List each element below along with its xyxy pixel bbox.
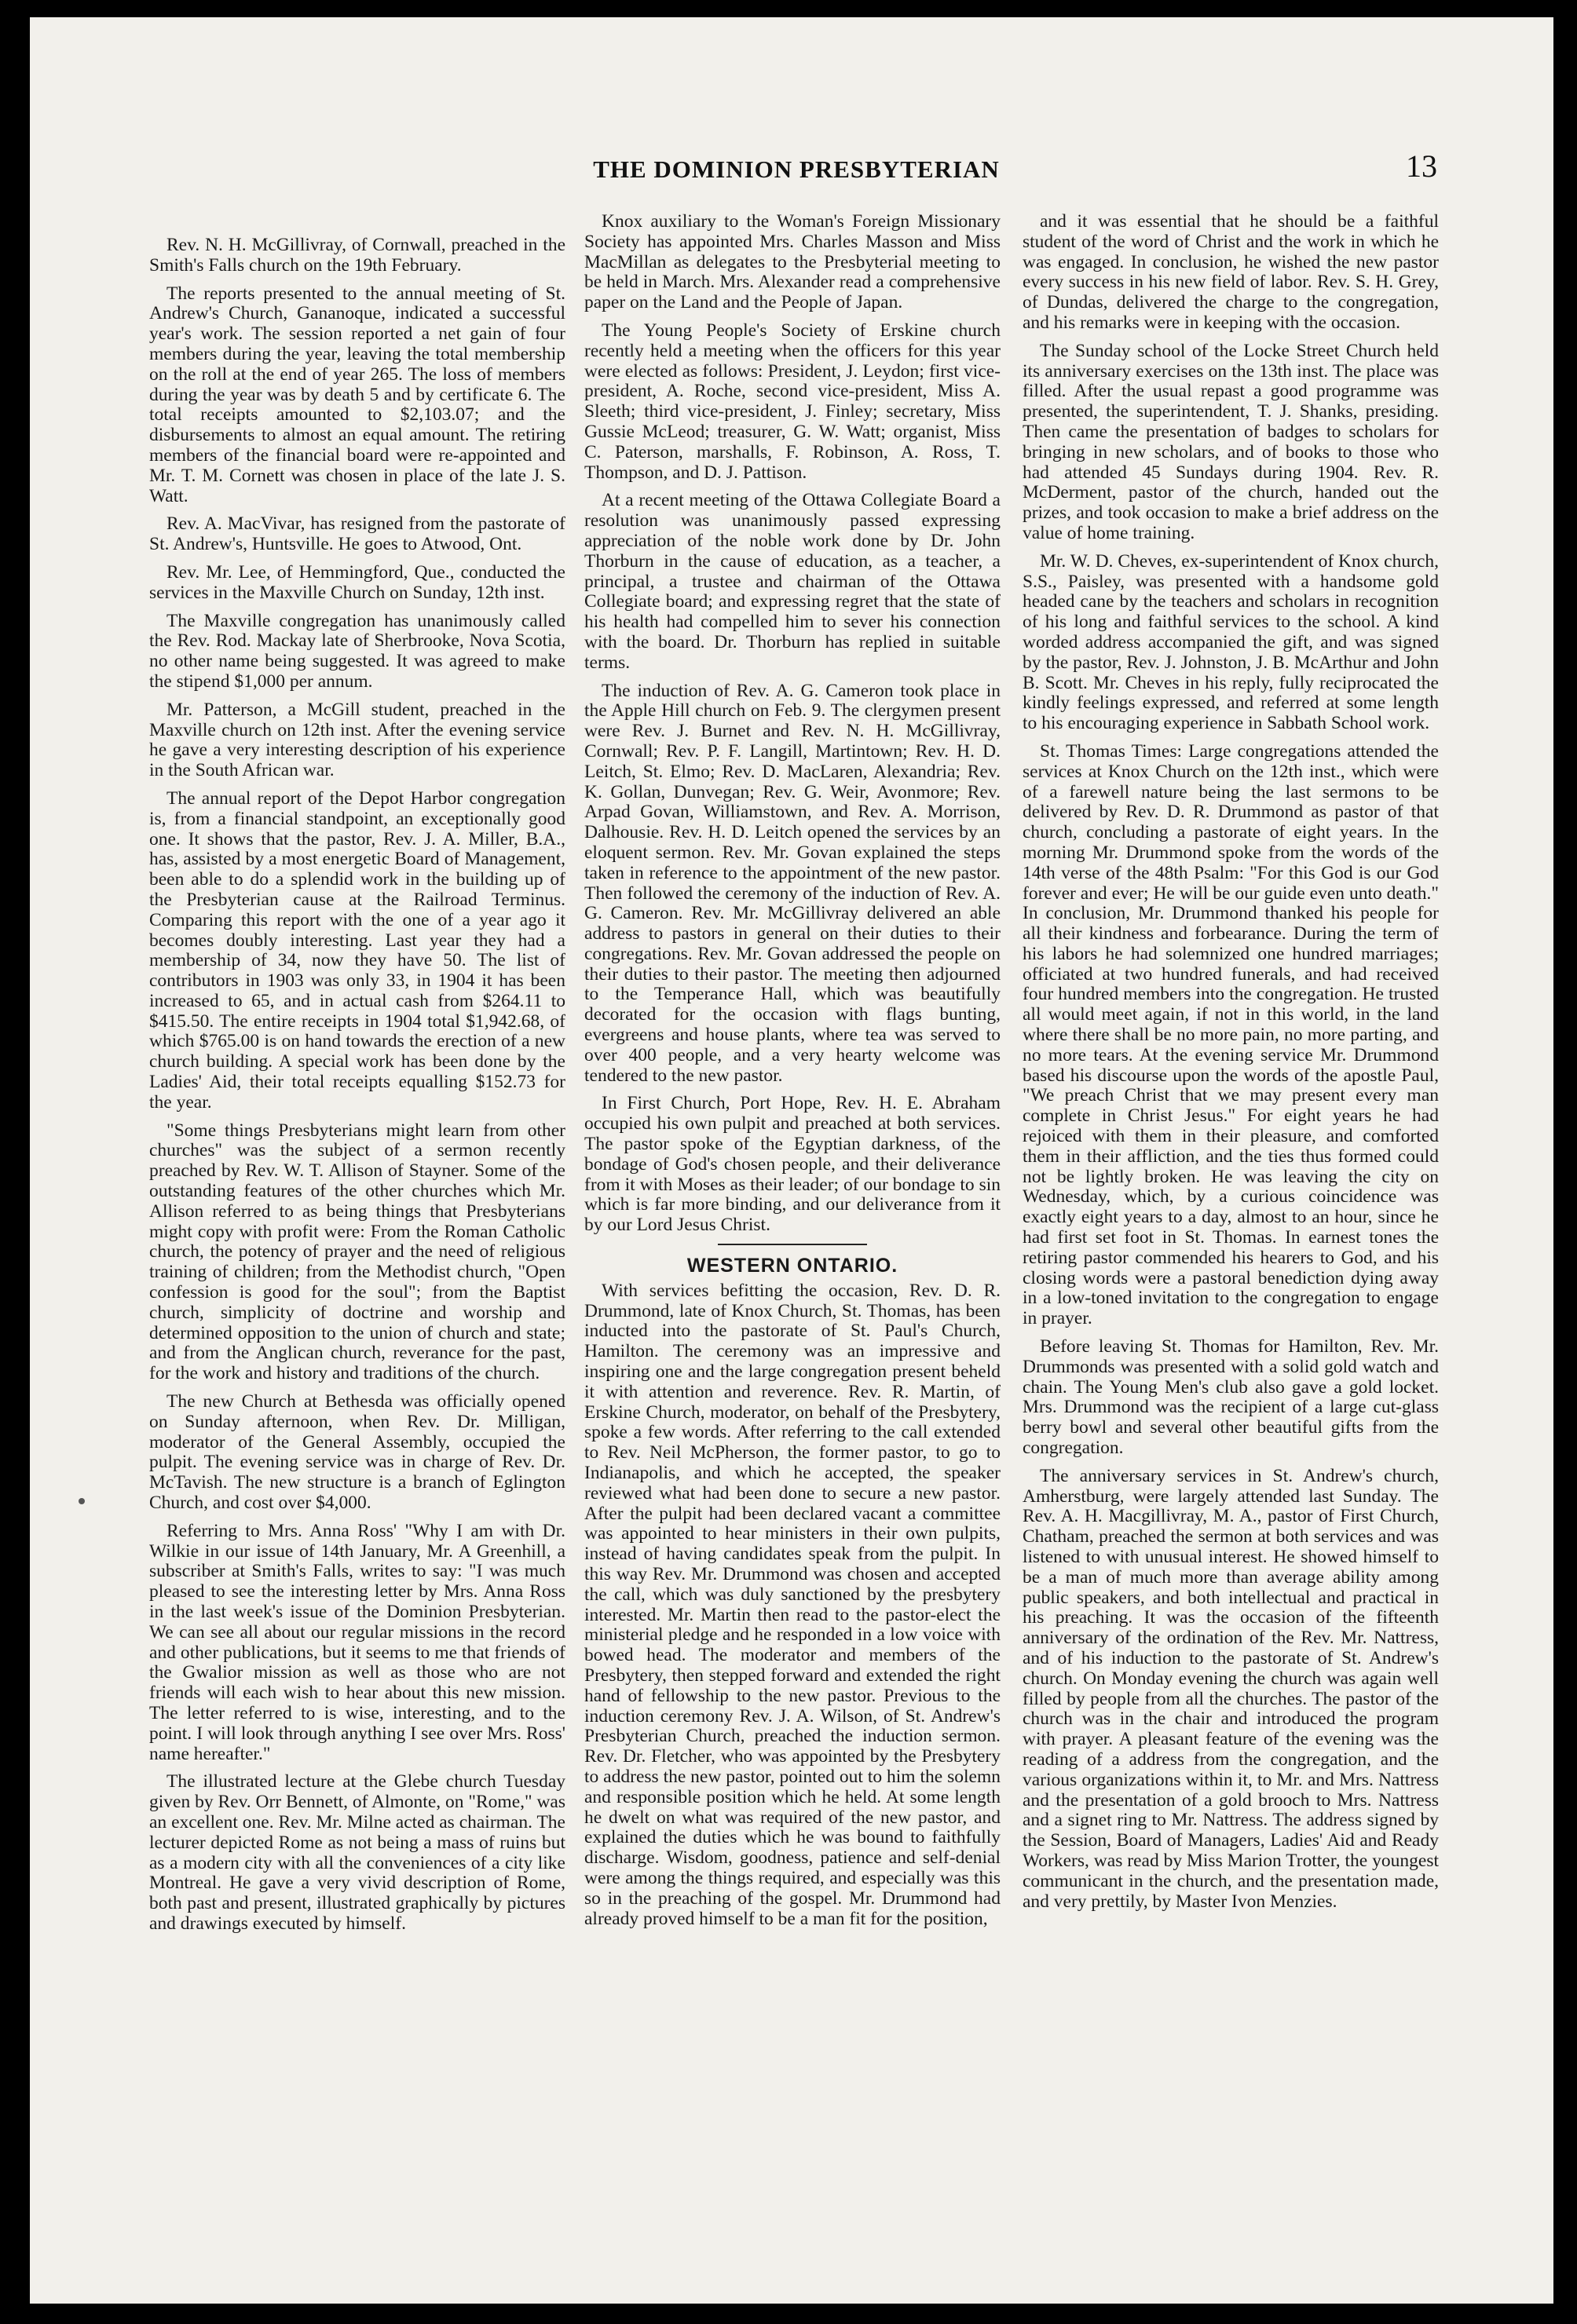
paragraph: and it was essential that he should be a faithful student of the word of Christ and the work in which he was engaged. In conclusion, he wished the new pastor every success in his new field of labor. Rev. S. H. Grey, of Dundas, delivered the charge to the congregation, and his remarks were in keeping with the occasion. — [1023, 212, 1439, 333]
paragraph: With services befitting the occasion, Rev. D. R. Drummond, late of Knox Church, St. Thomas, has been inducted into the pastorate of St. Paul's Church, Hamilton. The ceremony was an impressive and inspiring one and the large congregation present beheld it with attention and reverence. Rev. R. Martin, of Erskine Church, moderator, on behalf of the Presbytery, spoke a few words. After referring to the call extended to Rev. Neil McPherson, the former pastor, to go to Indianapolis, and which he accepted, the speaker reviewed what had been done to secure a new pastor. After the pulpit had been declared vacant a committee was appointed to hear ministers in their own pulpits, instead of having candidates speak from the pulpit. In this way Rev. Mr. Drummond was chosen and accepted the call, which was duly sanctioned by the presbytery interested. Mr. Martin then read to the pastor-elect the ministerial pledge and he responded in a low voice with bowed head. The moderator and members of the Presbytery, then stepped forward and extended the right hand of fellowship to the new pastor. Previous to the induction ceremony Rev. J. A. Wilson, of St. Andrew's Presbyterian Church, preached the induction sermon. Rev. Dr. Fletcher, who was appointed by the Presbytery to address the new pastor, pointed out to him the solemn and responsible position which he held. At some length he dwelt on what was required of the new pastor, and explained the duties which he was bound to faithfully discharge. Wisdom, goodness, patience and self-denial were among the things required, and especially was this so in the preaching of the gospel. Mr. Drummond had already proved himself to be a man fit for the position, — [584, 1280, 1001, 1929]
paragraph: The illustrated lecture at the Glebe church Tuesday given by Rev. Orr Bennett, of Almonte, on "Rome," was an excellent one. Rev. Mr. Milne acted as chairman. The lecturer depicted Rome as not being a mass of ruins but as a modern city with all the conveniences of a city like Montreal. He gave a very vivid description of Rome, both past and present, illustrated graphically by pictures and drawings executed by himself. — [149, 1771, 565, 1934]
paragraph: Mr. W. D. Cheves, ex-superintendent of Knox church, S.S., Paisley, was presented with a handsome gold headed cane by the teachers and scholars in recognition of his long and faithful services to the school. A kind worded address accompanied the gift, and was signed by the pastor, Rev. J. Johnston, J. B. McArthur and John B. Scott. Mr. Cheves in his reply, fully reciprocated the kindly feelings expressed, and referred at some length to his encouraging experience in Sabbath School work. — [1023, 550, 1439, 734]
paragraph: St. Thomas Times: Large congregations attended the services at Knox Church on the 12th inst., which were of a farewell nature being the last sermons to be delivered by Rev. D. R. Drummond as pastor of that church, concluding a pastorate of eight years. In the morning Mr. Drummond spoke from the words of the 14th verse of the 48th Psalm: "For this God is our God forever and ever; He will be our guide even unto death." In conclusion, Mr. Drummond thanked his people for all their kindness and forbearance. During the term of his labors he had solemnized one hundred marriages; officiated at two hundred funerals, and had received four hundred members into the congregation. He trusted all would meet again, if not in this world, in the land where there shall be no more pain, no more parting, and no more tears. At the evening service Mr. Drummond based his discourse upon the words of the apostle Paul, "We preach Christ that we may present every man complete in Christ Jesus." For eight years he had rejoiced with them in their pleasure, and comforted them in their affliction, and the ties thus formed could not be lightly broken. He was leaving the city on Wednesday, which, by a curious coincidence was exactly eight years to a day, almost to an hour, since he had first set foot in St. Thomas. In earnest tones the retiring pastor commended his hearers to God, and his closing words were a pastoral benediction dying away in a low-toned invitation to the congregation to engage in prayer. — [1023, 740, 1439, 1329]
paragraph: The anniversary services in St. Andrew's church, Amherstburg, were largely attended last Sunday. The Rev. A. H. Macgillivray, M. A., pastor of First Church, Chatham, preached the sermon at both services and was listened to with unusual interest. He showed himself to be a man of much more than average ability among public speakers, and both intellectual and practical in his preaching. It was the occasion of the fifteenth anniversary of the ordination of the Rev. Mr. Nattress, and of his induction to the pastorate of St. Andrew's church. On Monday evening the church was again well filled by people from all the churches. The pastor of the church was in the chair and introduced the program with prayer. A pleasant feature of the evening was the reading of a address from the congregation, and the various organizations within it, to Mr. and Mrs. Nattress and the presentation of a gold brooch to Mrs. Nattress and a signet ring to Mr. Nattress. The address signed by the Session, Board of Managers, Ladies' Aid and Ready Workers, was read by Miss Marion Trotter, the youngest communicant in the church, and the presentation made, and very prettily, by Master Ivon Menzies. — [1023, 1465, 1439, 1912]
paragraph: The reports presented to the annual meeting of St. Andrew's Church, Gananoque, indicated a successful year's work. The session reported a net gain of four members during the year, leaving the total membership on the roll at the end of year 265. The loss of members during the year was by death 5 and by certificate 6. The total receipts amounted to $2,103.07; and the disbursements to almost an equal amount. The retiring members of the financial board were re-appointed and Mr. T. M. Cornett was chosen in place of the late J. S. Watt. — [149, 283, 565, 506]
column-2 — [584, 212, 1001, 2206]
paragraph: In First Church, Port Hope, Rev. H. E. Abraham occupied his own pulpit and preached at both services. The pastor spoke of the Egyptian darkness, of the bondage of God's chosen people, and their deliverance from it with Moses as their leader; of our bondage to sin which is far more binding, and our deliverance from it by our Lord Jesus Christ. — [584, 1093, 1001, 1236]
paragraph: Knox auxiliary to the Woman's Foreign Missionary Society has appointed Mrs. Charles Masson and Miss MacMillan as delegates to the Presbyterial meeting to be held in March. Mrs. Alexander read a comprehensive paper on the Land and the People of Japan. — [584, 212, 1001, 313]
paragraph: The new Church at Bethesda was officially opened on Sunday afternoon, when Rev. Dr. Milligan, moderator of the General Assembly, occupied the pulpit. The evening service was in charge of Rev. Dr. McTavish. The new structure is a branch of Eglington Church, and cost over $4,000. — [149, 1391, 565, 1514]
page-number: 13 — [1406, 148, 1437, 184]
section-heading: WESTERN ONTARIO. — [686, 1255, 898, 1277]
paragraph: Rev. N. H. McGillivray, of Cornwall, preached in the Smith's Falls church on the 19th February. — [149, 236, 565, 276]
paragraph: The Sunday school of the Locke Street Church held its anniversary exercises on the 13th inst. The place was filled. After the usual repast a good programme was presented, the superintendent, T. J. Shanks, presiding. Then came the presentation of badges to scholars for bringing in new scholars, and of books to those who had attended 45 Sundays during 1904. Rev. R. McDerment, pastor of the church, handed out the prizes, and took occasion to make a brief address on the value of home training. — [1023, 340, 1439, 543]
paragraph: "Some things Presbyterians might learn from other churches" was the subject of a sermon recently preached by Rev. W. T. Allison of Stayner. Some of the outstanding features of the other churches which Mr. Allison referred to as being things that Presbyterians might copy with profit were: From the Roman Catholic church, the potency of prayer and the need of religious training of children; from the Methodist church, "Open confession is good for the soul"; from the Baptist church, simplicity of doctrine and worship and determined opposition to the union of church and state; and from the Anglican church, reverance for the past, for the work and history and traditions of the church. — [149, 1120, 565, 1384]
paragraph: The Young People's Society of Erskine church recently held a meeting when the officers for this year were elected as follows: President, J. Leydon; first vice-president, A. Roche, second vice-president, Miss A. Sleeth; third vice-president, J. Finley; secretary, Miss Gussie McLeod; treasurer, G. W. Watt; organist, Miss C. Paterson, marshalls, F. Robinson, A. Ross, T. Thompson, and D. J. Pattison. — [584, 320, 1001, 483]
paragraph: Referring to Mrs. Anna Ross' "Why I am with Dr. Wilkie in our issue of 14th January, Mr. A Greenhill, a subscriber at Smith's Falls, writes to say: "I was much pleased to see the interesting letter by Mrs. Anna Ross in the last week's issue of the Dominion Presbyterian. We can see all about our regular missions in the record and other publications, but it seems to me that friends of the Gwalior mission as well as those who are not friends will each wish to hear about this new mission. The letter referred to is wise, interesting, and to the point. I will look through anything I see over Mrs. Ross' name hereafter." — [149, 1520, 565, 1764]
paragraph: At a recent meeting of the Ottawa Collegiate Board a resolution was unanimously passed expressing appreciation of the noble work done by Dr. John Thorburn in the cause of education, as a teacher, a principal, a trustee and chairman of the Ottawa Collegiate board; and expressing regret that the state of his health had compelled him to sever his connection with the board. Dr. Thorburn has replied in suitable terms. — [584, 490, 1001, 673]
column-3 — [1023, 212, 1439, 2206]
column-1 — [149, 236, 565, 2230]
margin-dot — [79, 1498, 85, 1504]
paragraph: The induction of Rev. A. G. Cameron took place in the Apple Hill church on Feb. 9. The clergymen present were Rev. J. Burnet and Rev. N. H. McGillivray, Cornwall; Rev. P. F. Langill, Martintown; Rev. H. D. Leitch, St. Elmo; Rev. D. MacLaren, Alexandria; Rev. K. Gollan, Dunvegan; Rev. G. Weir, Avonmore; Rev. Arpad Govan, Williamstown, and Rev. A. Morrison, Dalhousie. Rev. H. D. Leitch opened the services by an eloquent sermon. Rev. Mr. Govan explained the steps taken in reference to the appointment of the new pastor. Then followed the ceremony of the induction of Rev. A. G. Cameron. Rev. Mr. McGillivray delivered an able address to pastors in general on their duties to their congregations. Rev. Mr. Govan addressed the people on their duties to their pastor. The meeting then adjourned to the Temperance Hall, which was beautifully decorated for the occasion with flags bunting, evergreens and house plants, where tea was served to over 400 people, and a very hearty welcome was tendered to the new pastor. — [584, 680, 1001, 1086]
paragraph: Mr. Patterson, a McGill student, preached in the Maxville church on 12th inst. After the evening service he gave a very interesting description of his experience in the South African war. — [149, 699, 565, 781]
paragraph: The annual report of the Depot Harbor congregation is, from a financial standpoint, an exceptionally good one. It shows that the pastor, Rev. J. A. Miller, B.A., has, assisted by a most energetic Board of Management, been able to do a splendid work in the building up of the Presbyterian cause at the Railroad Terminus. Comparing this report with the one of a year ago it becomes doubly interesting. Last year they had a membership of 34, now they have 50. The list of contributors in 1903 was only 33, in 1904 it has been increased to 65, and in actual cash from $264.11 to $415.50. The entire receipts in 1904 total $1,942.68, of which $765.00 is on hand towards the erection of a new church building. A special work has been done by the Ladies' Aid, their total receipts equalling $152.73 for the year. — [149, 787, 565, 1113]
paragraph: The Maxville congregation has unanimously called the Rev. Rod. Mackay late of Sherbrooke, Nova Scotia, no other name being suggested. It was agreed to make the stipend $1,000 per annum. — [149, 610, 565, 692]
newspaper-page — [30, 17, 1553, 2304]
paragraph: Rev. Mr. Lee, of Hemmingford, Que., conducted the services in the Maxville Church on Sunday, 12th inst. — [149, 561, 565, 603]
paragraph: Before leaving St. Thomas for Hamilton, Rev. Mr. Drummonds was presented with a solid gold watch and chain. The Young Men's club also gave a gold locket. Mrs. Drummond was the recipient of a large cut-glass berry bowl and several other beautiful gifts from the congregation. — [1023, 1336, 1439, 1459]
paragraph: Rev. A. MacVivar, has resigned from the pastorate of St. Andrew's, Huntsville. He goes to Atwood, Ont. — [149, 513, 565, 555]
running-head: THE DOMINION PRESBYTERIAN — [593, 155, 1000, 183]
section-rule — [718, 1244, 867, 1245]
